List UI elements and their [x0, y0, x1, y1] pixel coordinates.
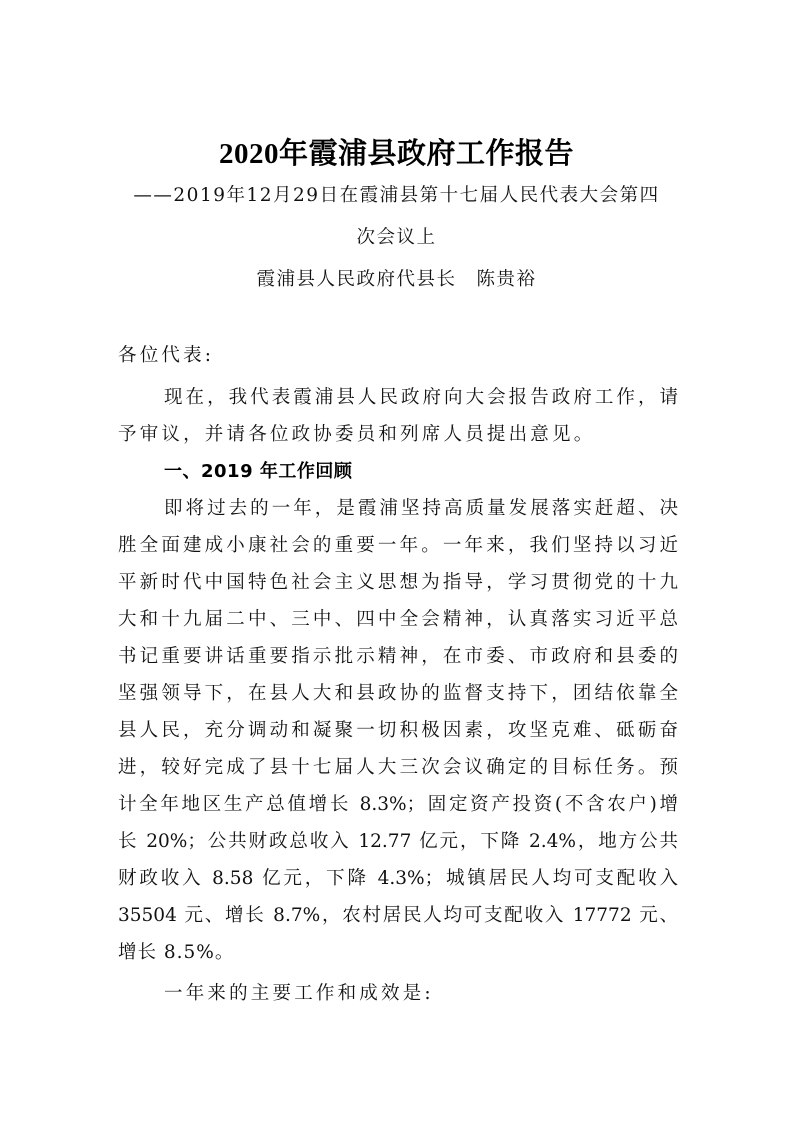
review-line-10: 长 20%；公共财政总收入 12.77 亿元，下降 2.4%，地方公共 — [118, 831, 678, 852]
review-line-8: 进，较好完成了县十七届人大三次会议确定的目标任务。预 — [118, 757, 678, 778]
review-line-11: 财政收入 8.58 亿元，下降 4.3%；城镇居民人均可支配收入 — [118, 868, 678, 889]
review-line-6: 坚强领导下，在县人大和县政协的监督支持下，团结依靠全 — [118, 683, 678, 704]
closing-line: 一年来的主要工作和成效是: — [164, 983, 434, 1004]
review-line-12: 35504 元、增长 8.7%，农村居民人均可支配收入 17772 元、 — [118, 905, 678, 926]
salutation: 各位代表: — [118, 345, 215, 366]
subtitle-line-1: ——2019年12月29日在霞浦县第十七届人民代表大会第四 — [133, 185, 660, 206]
review-line-9: 计全年地区生产总值增长 8.3%；固定资产投资(不含农户)增 — [118, 794, 678, 815]
review-line-1: 即将过去的一年，是霞浦坚持高质量发展落实赶超、决 — [164, 498, 678, 519]
section-heading: 一、2019 年工作回顾 — [164, 461, 353, 482]
review-line-4: 大和十九届二中、三中、四中全会精神，认真落实习近平总 — [118, 609, 678, 630]
review-line-2: 胜全面建成小康社会的重要一年。一年来，我们坚持以习近 — [118, 535, 678, 556]
review-line-5: 书记重要讲话重要指示批示精神，在市委、市政府和县委的 — [118, 646, 678, 667]
document-title: 2020年霞浦县政府工作报告 — [218, 138, 574, 170]
review-line-7: 县人民，充分调动和凝聚一切积极因素，攻坚克难、砥砺奋 — [118, 720, 678, 741]
subtitle-line-2: 次会议上 — [356, 227, 437, 248]
intro-line-2: 予审议，并请各位政协委员和列席人员提出意见。 — [118, 424, 596, 445]
review-line-3: 平新时代中国特色社会主义思想为指导，学习贯彻党的十九 — [118, 572, 678, 593]
intro-line-1: 现在，我代表霞浦县人民政府向大会报告政府工作，请 — [164, 387, 678, 408]
author-line: 霞浦县人民政府代县长 陈贵裕 — [256, 269, 537, 290]
review-line-13: 增长 8.5%。 — [118, 942, 235, 963]
